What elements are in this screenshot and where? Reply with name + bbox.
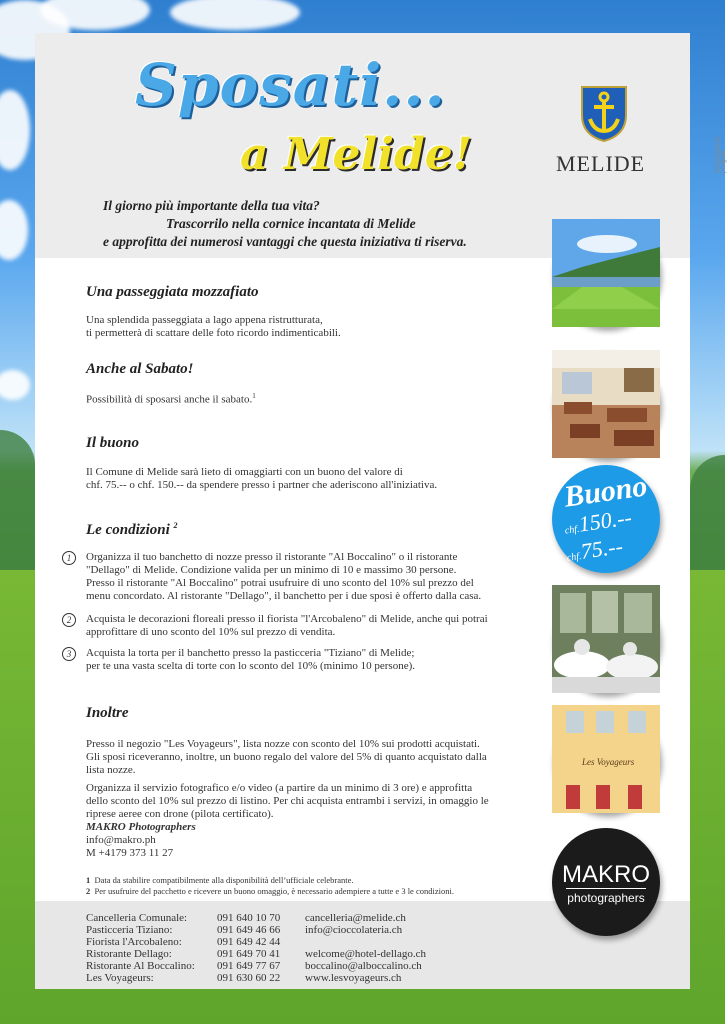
text-line: Possibilità di sposarsi anche il sabato. <box>86 393 253 406</box>
text-passeggiata <box>86 314 341 340</box>
footnote-2 <box>86 886 454 897</box>
contact-phone: 091 649 46 66 <box>217 924 281 936</box>
text-line: Organizza il tuo banchetto di nozze presso il ristorante "Al Boccalino" o il ristorante <box>86 551 458 563</box>
intro-text <box>103 197 467 251</box>
intro-line-2: Trascorrilo nella cornice incantata di Melide <box>166 216 416 231</box>
contact-row <box>86 972 426 984</box>
contact-phone: 091 649 77 67 <box>217 960 281 972</box>
condition-number: 3 <box>62 647 76 661</box>
contact-name: Les Voyageurs: <box>86 972 154 984</box>
condition-2 <box>66 613 488 639</box>
text-line: menu concordato. Al ristorante "Dellago", il banchetto per i due sposi è offerto dalla casa. <box>86 590 482 602</box>
buono-word: Buono <box>562 469 650 514</box>
contact-email[interactable]: welcome@hotel-dellago.ch <box>305 948 426 960</box>
text-line: Presso il ristorante "Al Boccalino" potrai usufruire di uno sconto del 10% sul prezzo del <box>86 577 474 589</box>
text-line: Il Comune di Melide sarà lieto di omaggiarti con un buono del valore di <box>86 466 403 478</box>
makro-logo-word: MAKRO <box>561 861 650 888</box>
shop-photo <box>552 705 660 813</box>
lake-photo <box>552 219 660 327</box>
contact-phone: 091 649 70 41 <box>217 948 281 960</box>
text-line: per te una vasta scelta di torte con lo sconto del 10% (minimo 10 persone). <box>86 660 415 672</box>
chf-label: chf. <box>564 523 581 537</box>
makro-logo <box>552 828 660 936</box>
contact-email[interactable]: info@cioccolateria.ch <box>305 924 403 936</box>
makro-logo-sub: photographers <box>567 891 645 905</box>
contacts-table <box>86 912 426 984</box>
contact-email[interactable]: boccalino@alboccalino.ch <box>305 960 422 972</box>
contact-email[interactable]: cancelleria@melide.ch <box>305 912 406 924</box>
text-inoltre-2 <box>86 782 489 860</box>
footnote-number: 2 <box>86 886 91 896</box>
amount-75: 75.-- <box>579 533 625 564</box>
text-sabato <box>86 390 256 407</box>
text-line: riprese aeree con drone (pilota certificato). <box>86 808 274 820</box>
condition-1 <box>66 551 482 603</box>
text-buono <box>86 466 437 492</box>
makro-phone: M +4179 373 11 27 <box>86 847 174 859</box>
contact-name: Ristorante Dellago: <box>86 948 172 960</box>
contact-email <box>305 936 426 948</box>
footnote-1 <box>86 875 454 886</box>
title-a-melide: a Melide! <box>240 129 473 180</box>
banquet-photo <box>552 585 660 693</box>
text-line: "Dellago" di Melide. Condizione valida per un minimo di 10 e massimo 30 persone. <box>86 564 457 576</box>
condition-number: 1 <box>62 551 76 565</box>
text-line: dello sconto del 10% sul prezzo di listino. Per chi acquista entrambi i servizi, in omaggio le <box>86 795 489 807</box>
heading-sabato: Anche al Sabato! <box>86 361 194 377</box>
contact-name: Ristorante Al Boccalino: <box>86 960 195 972</box>
makro-email[interactable]: info@makro.ph <box>86 834 156 846</box>
heading-condizioni <box>86 521 178 539</box>
contact-phone: 091 640 10 70 <box>217 912 281 924</box>
text-line: lista nozze. <box>86 764 136 776</box>
contact-row <box>86 924 426 936</box>
contact-phone: 091 630 60 22 <box>217 972 281 984</box>
footnote-text: Per usufruire del pacchetto e ricevere un buono omaggio, è necessario adempiere a tutte e 3 le condizioni. <box>94 886 454 896</box>
intro-line-1: Il giorno più importante della tua vita? <box>103 198 320 213</box>
text-line: Una splendida passeggiata a lago appena ristrutturata, <box>86 314 323 326</box>
melide-crest-icon <box>580 85 628 143</box>
footnote-ref: 2 <box>173 521 178 530</box>
intro-line-3: e approfitta dei numerosi vantaggi che questa iniziativa ti riserva. <box>103 234 467 249</box>
contact-name: Fiorista l'Arcobaleno: <box>86 936 182 948</box>
shop-sign: Les Voyageurs <box>582 757 635 767</box>
condition-number: 2 <box>62 613 76 627</box>
text-line: Gli sposi riceveranno, inoltre, un buono regalo del valore del 5% di quanto acquistato dalla <box>86 751 487 763</box>
footnote-ref: 1 <box>252 392 256 400</box>
heading-text: Le condizioni <box>86 522 170 538</box>
text-line: Organizza il servizio fotografico e/o video (a partire da un minimo di 3 ore) e approfitta <box>86 782 473 794</box>
title-sposati: Sposati... <box>135 51 446 119</box>
text-line: chf. 75.-- o chf. 150.-- da spendere presso i partner che aderiscono all'iniziativa. <box>86 479 438 491</box>
text-line: Acquista la torta per il banchetto presso la pasticceria "Tiziano" di Melide; <box>86 647 415 659</box>
amount-150: 150.-- <box>577 504 634 537</box>
makro-logo-divider <box>566 888 646 889</box>
footnote-number: 1 <box>86 875 91 885</box>
contact-row <box>86 912 426 924</box>
contact-row <box>86 936 426 948</box>
contact-row <box>86 948 426 960</box>
footnote-text: Data da stabilire compatibilmente alla disponibilità dell’ufficiale celebrante. <box>94 875 354 885</box>
makro-company: MAKRO Photographers <box>86 821 196 833</box>
council-room-photo <box>552 350 660 458</box>
contact-phone: 091 649 42 44 <box>217 936 281 948</box>
contact-website[interactable]: www.lesvoyageurs.ch <box>305 972 402 984</box>
contact-row <box>86 960 426 972</box>
flyer-card <box>35 33 727 989</box>
contact-name: Pasticceria Tiziano: <box>86 924 173 936</box>
melide-logo-text: MELIDE <box>556 151 646 176</box>
text-line: Acquista le decorazioni floreali presso il fiorista "l'Arcobaleno" di Melide, anche qui potrai <box>86 613 488 625</box>
footnotes <box>86 875 454 897</box>
vertical-credit: Neuroesperia | Lugano <box>715 136 727 173</box>
contact-name: Cancelleria Comunale: <box>86 912 188 924</box>
text-line: approfittare di uno sconto del 10% sul prezzo di vendita. <box>86 626 336 638</box>
text-line: Presso il negozio "Les Voyageurs", lista nozze con sconto del 10% sui prodotti acquistati. <box>86 738 480 750</box>
chf-label: chf. <box>566 550 583 564</box>
heading-buono: Il buono <box>86 435 139 451</box>
heading-inoltre: Inoltre <box>86 705 129 721</box>
text-line: ti permetterà di scattare delle foto ricordo indimenticabili. <box>86 327 341 339</box>
buono-badge <box>552 465 660 573</box>
heading-passeggiata: Una passeggiata mozzafiato <box>86 284 259 300</box>
condition-3 <box>66 647 415 673</box>
text-inoltre-1 <box>86 738 487 777</box>
